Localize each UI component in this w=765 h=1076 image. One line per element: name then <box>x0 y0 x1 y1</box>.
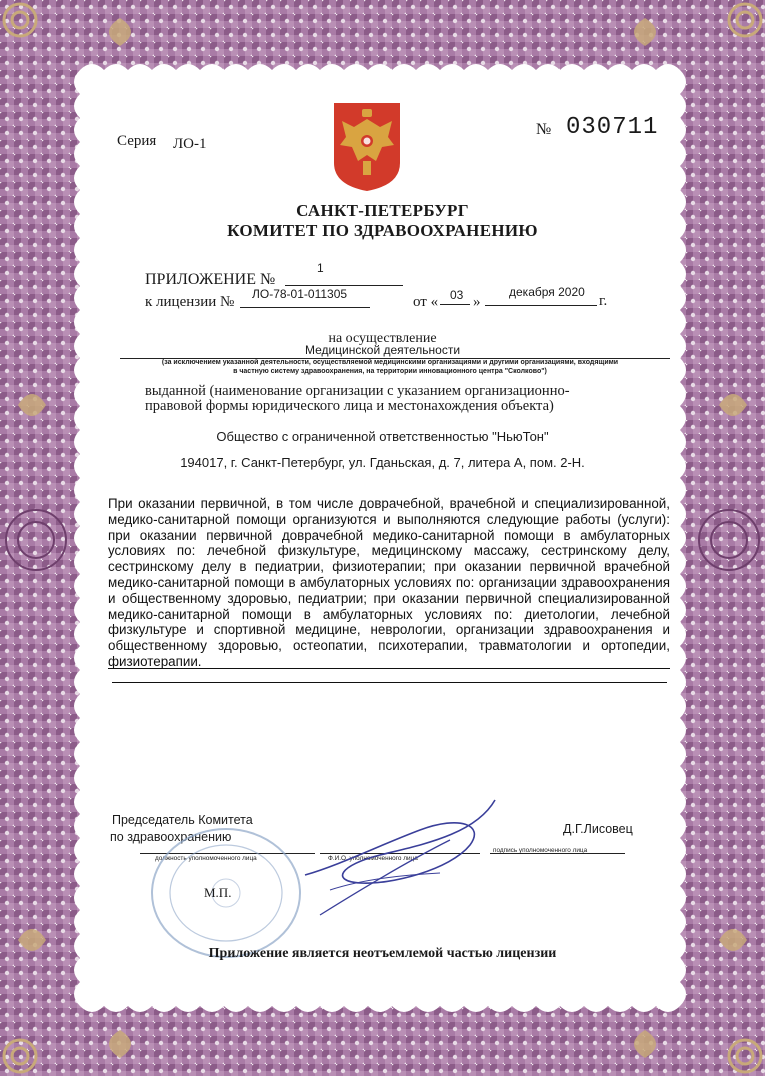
date-day: 03 <box>450 288 464 302</box>
date-month-underline <box>485 305 597 306</box>
appendix-number: 1 <box>317 261 324 275</box>
caption-signature: подпись уполномоченного лица <box>493 847 588 854</box>
series-value: ЛО-1 <box>173 136 207 152</box>
signer-position-line2: по здравоохранению <box>110 830 232 844</box>
appendix-number-underline <box>285 285 403 286</box>
signer-name: Д.Г.Лисовец <box>563 822 633 836</box>
caption-position: должность уполномоченного лица <box>155 855 257 862</box>
coat-of-arms-icon <box>332 101 402 193</box>
city-title: САНКТ-ПЕТЕРБУРГ <box>296 201 469 220</box>
organization-address: 194017, г. Санкт-Петербург, ул. Гданьская, д. 7, литера А, пом. 2-Н. <box>180 455 585 470</box>
committee-title: КОМИТЕТ ПО ЗДРАВООХРАНЕНИЮ <box>227 221 538 240</box>
form-number: 030711 <box>566 114 659 141</box>
activity-type: Медицинской деятельности <box>304 343 461 357</box>
issued-to-line1: выданной (наименование организации с указанием организационно- <box>145 383 570 399</box>
appendix-label: ПРИЛОЖЕНИЕ № <box>145 271 276 288</box>
signer-position-line1: Председатель Комитета <box>112 813 253 827</box>
date-day-close: » <box>473 294 481 310</box>
services-underline-2 <box>112 682 667 683</box>
services-underline-1 <box>108 668 670 669</box>
date-month-year: декабря 2020 <box>509 285 585 299</box>
footer-note: Приложение является неотъемлемой частью лицензии <box>208 946 557 961</box>
license-number: ЛО-78-01-011305 <box>252 287 348 301</box>
activity-intro: на осуществление <box>328 331 437 346</box>
license-number-underline <box>240 307 370 308</box>
activity-note-line1: (за исключением указанной деятельности, осуществляемой медицинскими организациями и другими организациями, входящими <box>161 359 619 366</box>
license-prefix: к лицензии № <box>145 294 235 310</box>
date-year-suffix: г. <box>599 293 608 309</box>
number-sign: № <box>536 121 552 138</box>
caption-name: Ф.И.О. уполномоченного лица <box>328 855 418 862</box>
series-label: Серия <box>117 133 157 149</box>
stamp-place-label: М.П. <box>204 885 232 900</box>
services-description: При оказании первичной, в том числе доврачебной, врачебной и специализированной, медико-санитарной помощи организуются и выполняются следующие работы (услуги): при оказании первичной доврачебной медико-санитарной помощи в амбулаторных условиях по: лечебной физкультуре, медицинскому массажу, сестринскому делу, сестринскому делу в педиатрии, физиотерапии; при оказании первичной врачебной медико-санитарной помощи в амбулаторных условиях по: организации здравоохранения и общественному здоровью, педиатрии; при оказании первичной специализированной медико-санитарной помощи в амбулаторных условиях по: диетологии, лечебной физкультуре и спортивной медицине, неврологии, организации здравоохранения и общественному здоровью, остеопатии, психотерапии, травматологии и ортопедии, физиотерапии. <box>108 496 670 669</box>
handwritten-signature-icon <box>300 795 500 920</box>
issued-to-line2: правовой формы юридического лица и местонахождения объекта) <box>145 398 554 414</box>
date-day-underline <box>440 304 470 305</box>
activity-note-line2: в частную систему здравоохранения, на территории инновационного центра "Сколково") <box>233 368 547 375</box>
organization-name: Общество с ограниченной ответственностью "НьюТон" <box>216 429 549 444</box>
date-from-label: от « <box>413 294 439 310</box>
